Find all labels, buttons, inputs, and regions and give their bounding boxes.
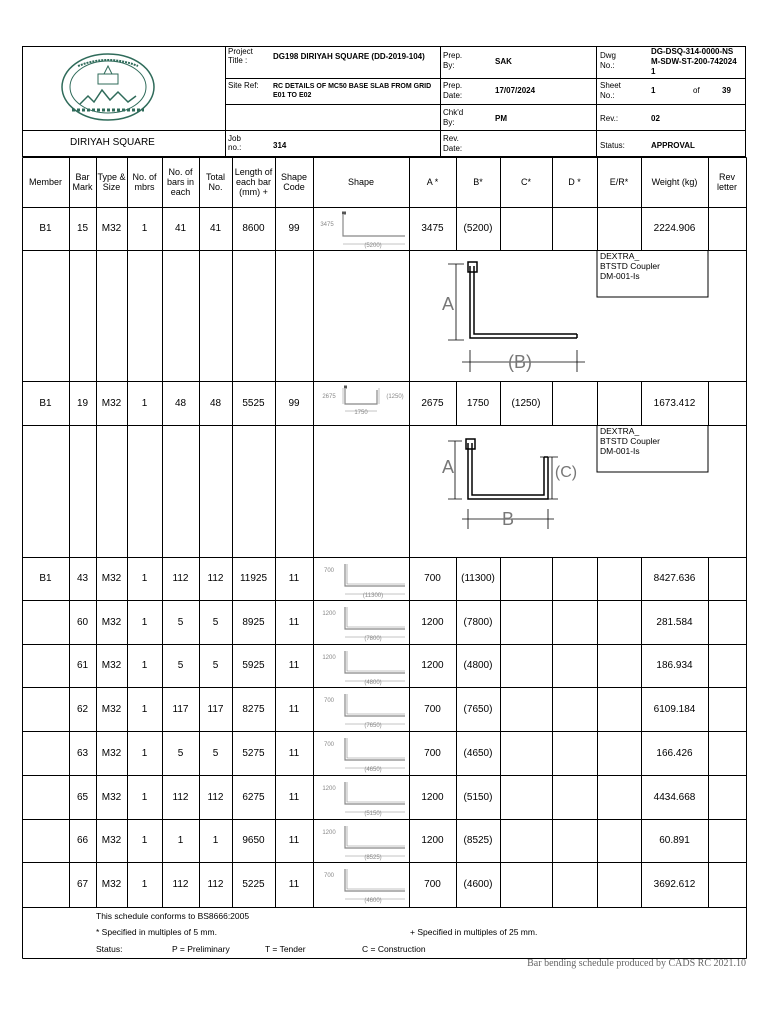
- cell-rev: [709, 862, 745, 907]
- shape-thumb-bar: [345, 738, 405, 760]
- chkd-by: PM: [495, 114, 507, 123]
- detail-bar-outer: [468, 443, 548, 499]
- shape-thumb-a: 3475: [320, 222, 334, 228]
- cell-c: [501, 819, 551, 862]
- col-header-er: E/R*: [609, 177, 629, 187]
- shape-thumb-bar-inner: [347, 869, 405, 889]
- cell-total-no: 48: [209, 397, 222, 409]
- cell-type-size: M32: [101, 397, 122, 409]
- shape-thumb-bar-inner: [347, 738, 405, 758]
- cell-rev: [709, 687, 745, 731]
- cell-a: 1200: [421, 791, 444, 803]
- cell-length: 5275: [242, 747, 265, 759]
- shape-thumb-bar-inner: [347, 826, 405, 846]
- cell-no-mbrs: 1: [141, 879, 148, 890]
- cell-bar-mark: 66: [76, 835, 89, 846]
- cell-member: [23, 775, 68, 819]
- cell-shape-code: 11: [288, 791, 300, 803]
- cell-d: [553, 644, 596, 687]
- cell-bars-each: 5: [177, 747, 184, 759]
- shape-thumb-bar-inner: [347, 782, 405, 802]
- coupler-note: DEXTRA_ BTSTD Coupler DM-001-Is: [600, 426, 660, 456]
- cell-er: [598, 557, 640, 600]
- detail-b-label: (B): [508, 352, 532, 372]
- detail-a-label: A: [441, 294, 455, 314]
- cell-bars-each: 112: [172, 573, 189, 584]
- cell-c: [501, 207, 551, 250]
- shape-thumb-c: (1250): [386, 394, 404, 400]
- cell-total-no: 112: [207, 879, 224, 890]
- cell-length: 5525: [242, 397, 265, 409]
- shape-thumb-bar-inner: [347, 694, 405, 714]
- cell-er: [598, 687, 640, 731]
- cell-b: (5150): [463, 791, 493, 803]
- cell-length: 11925: [239, 573, 268, 584]
- shape-thumb-b: (4650): [364, 767, 382, 773]
- cell-c: [501, 600, 551, 644]
- shape-thumb-b: 1750: [354, 410, 368, 416]
- shape-thumb-b: (11300): [362, 593, 384, 599]
- cell-no-mbrs: 1: [141, 703, 148, 715]
- cell-member: [23, 819, 68, 862]
- detail-bar-inner: [474, 266, 577, 334]
- cell-no-mbrs: 1: [141, 397, 148, 409]
- cell-weight: 8427.636: [653, 573, 696, 584]
- sheet-no-label: Sheet No.:: [600, 81, 621, 100]
- cell-b: (7800): [463, 616, 493, 628]
- shape-thumb-b: (7650): [364, 723, 382, 729]
- footer-credit: Bar bending schedule produced by CADS RC 2021.10: [527, 958, 746, 969]
- cell-member: [23, 644, 68, 687]
- cell-er: [598, 775, 640, 819]
- cell-rev: [709, 731, 745, 775]
- col-header-shape: Shape: [347, 177, 375, 187]
- cell-a: 1200: [421, 835, 444, 846]
- cell-c: (1250): [511, 397, 541, 409]
- col-header-length: Length of each bar (mm) +: [234, 167, 273, 197]
- cell-no-mbrs: 1: [141, 791, 148, 803]
- cell-a: 2675: [421, 397, 444, 409]
- shape-thumb-bar: [345, 869, 405, 891]
- shape-thumb-bar: [345, 782, 405, 804]
- cell-c: [501, 775, 551, 819]
- col-header-total-no: Total No.: [205, 172, 225, 192]
- status-value: APPROVAL: [651, 141, 695, 150]
- cell-rev: [709, 600, 745, 644]
- cell-bar-mark: 67: [76, 879, 89, 890]
- cell-length: 5925: [242, 660, 265, 671]
- detail-bar-inner: [472, 443, 544, 495]
- cell-rev: [709, 775, 745, 819]
- cell-length: 8925: [242, 616, 265, 628]
- cell-bar-mark: 62: [76, 703, 89, 715]
- cell-weight: 281.584: [656, 616, 693, 628]
- shape-thumb-bar: [345, 651, 405, 673]
- prep-by-label: Prep. By:: [443, 51, 463, 70]
- shape-thumb-bar: [345, 694, 405, 716]
- prep-date: 17/07/2024: [495, 86, 536, 95]
- cell-d: [553, 687, 596, 731]
- cell-d: [553, 557, 596, 600]
- cell-c: [501, 644, 551, 687]
- shape-thumb-b: (8525): [364, 855, 382, 861]
- cell-member: [23, 862, 68, 907]
- cell-no-mbrs: 1: [141, 835, 148, 846]
- cell-bar-mark: 15: [76, 223, 89, 234]
- prep-by: SAK: [495, 57, 512, 66]
- col-header-a: A *: [426, 177, 439, 187]
- shape-thumb-a: 1200: [322, 786, 336, 792]
- col-header-weight: Weight (kg): [651, 177, 698, 187]
- shape-thumb-a: 2675: [322, 394, 336, 400]
- cell-bar-mark: 43: [76, 573, 89, 584]
- cell-member: [23, 731, 68, 775]
- cell-bars-each: 5: [177, 660, 184, 671]
- cell-weight: 2224.906: [653, 223, 696, 234]
- project-title-label: Project Title :: [228, 47, 253, 65]
- cell-bars-each: 1: [177, 835, 184, 846]
- shape-thumb-b: (5200): [364, 243, 382, 249]
- cell-b: (11300): [461, 573, 495, 584]
- cell-member: B1: [39, 223, 52, 234]
- shape-thumb-bar: [345, 607, 405, 629]
- note-multiples-5: * Specified in multiples of 5 mm.: [96, 927, 217, 937]
- shape-thumb-bar-inner: [347, 651, 405, 671]
- col-header-rev-letter: Rev letter: [716, 172, 737, 192]
- cell-er: [598, 381, 640, 425]
- cell-member: B1: [39, 397, 52, 409]
- detail-bar-outer: [470, 266, 577, 338]
- cell-bar-mark: 65: [76, 791, 89, 803]
- cell-d: [553, 207, 596, 250]
- cell-length: 6275: [242, 791, 265, 803]
- cell-shape-code: 11: [288, 573, 300, 584]
- chkd-by-label: Chk'd By:: [443, 108, 464, 127]
- cell-c: [501, 687, 551, 731]
- cell-shape-code: 99: [288, 397, 300, 409]
- cell-type-size: M32: [101, 616, 122, 628]
- prep-date-label: Prep. Date:: [443, 81, 463, 100]
- rev-label: Rev.:: [600, 114, 619, 123]
- cell-bars-each: 112: [172, 791, 189, 803]
- col-header-member: Member: [28, 177, 62, 187]
- coupler-note: DEXTRA_ BTSTD Coupler DM-001-Is: [600, 251, 660, 281]
- cell-shape-code: 11: [288, 703, 300, 715]
- cell-d: [553, 775, 596, 819]
- cell-no-mbrs: 1: [141, 616, 148, 628]
- col-header-b: B*: [473, 177, 483, 187]
- status-legend-c: C = Construction: [362, 944, 426, 954]
- cell-bar-mark: 63: [76, 747, 89, 759]
- shape-thumb-b: (7800): [364, 636, 382, 642]
- dwg-no: DG-DSQ-314-0000-NSM-SDW-ST-200-7420241: [651, 47, 737, 76]
- cell-member: B1: [39, 573, 52, 584]
- cell-type-size: M32: [101, 660, 122, 671]
- project-title: DG198 DIRIYAH SQUARE (DD-2019-104): [273, 52, 425, 61]
- note-multiples-25: + Specified in multiples of 25 mm.: [410, 927, 538, 937]
- shape-thumb-a: 1200: [322, 611, 336, 617]
- shape-thumb-a: 1200: [322, 830, 336, 836]
- status-legend-label: Status:: [96, 944, 123, 954]
- cell-d: [553, 600, 596, 644]
- cell-c: [501, 862, 551, 907]
- cell-length: 9650: [242, 835, 265, 846]
- rev-date-label: Rev. Date:: [443, 134, 463, 153]
- cell-d: [553, 819, 596, 862]
- cell-weight: 60.891: [659, 835, 690, 846]
- detail-c-label: (C): [554, 464, 578, 481]
- sheet-total: 39: [722, 86, 731, 95]
- shape-thumb-bar: [345, 564, 405, 586]
- cell-er: [598, 600, 640, 644]
- cell-shape-code: 11: [288, 616, 300, 628]
- cell-bars-each: 5: [177, 616, 184, 628]
- cell-b: (4600): [463, 879, 493, 890]
- cell-length: 5225: [242, 879, 265, 890]
- cell-rev: [709, 557, 745, 600]
- cell-weight: 186.934: [656, 660, 693, 671]
- cell-shape-code: 99: [288, 223, 300, 234]
- shape-thumb-dim-lines: [343, 388, 379, 404]
- cell-total-no: 117: [207, 703, 224, 715]
- dwg-no-label: Dwg No.:: [600, 51, 617, 70]
- cell-length: 8600: [242, 223, 265, 234]
- rev-value: 02: [651, 114, 660, 123]
- col-header-type-size: Type & Size: [97, 172, 126, 192]
- shape-thumb-b: (5150): [364, 811, 382, 817]
- job-no-label: Job no.:: [228, 134, 242, 152]
- col-header-bar-mark: Bar Mark: [72, 172, 93, 192]
- cell-er: [598, 207, 640, 250]
- col-header-d: D *: [568, 177, 581, 187]
- shape-thumb-a: 700: [323, 568, 335, 574]
- cell-type-size: M32: [101, 835, 122, 846]
- sheet-of: of: [693, 86, 700, 95]
- cell-b: (7650): [463, 703, 493, 715]
- cell-type-size: M32: [101, 223, 122, 234]
- cell-a: 700: [424, 879, 441, 890]
- shape-thumb-bar: [345, 389, 377, 404]
- cell-a: 1200: [421, 660, 444, 671]
- cell-bars-each: 41: [174, 223, 187, 234]
- cell-rev: [709, 644, 745, 687]
- cell-d: [553, 862, 596, 907]
- cell-er: [598, 862, 640, 907]
- cell-shape-code: 11: [288, 660, 300, 671]
- cell-bar-mark: 61: [76, 660, 89, 671]
- cell-c: [501, 731, 551, 775]
- col-header-c: C*: [520, 177, 531, 187]
- cell-type-size: M32: [101, 573, 122, 584]
- cell-type-size: M32: [101, 879, 122, 890]
- cell-total-no: 112: [207, 791, 224, 803]
- cell-no-mbrs: 1: [141, 573, 148, 584]
- cell-a: 700: [424, 573, 441, 584]
- cell-bars-each: 117: [172, 703, 189, 715]
- cell-total-no: 112: [207, 573, 224, 584]
- cell-c: [501, 557, 551, 600]
- cell-type-size: M32: [101, 703, 122, 715]
- cell-a: 700: [424, 747, 441, 759]
- cell-shape-code: 11: [288, 747, 300, 759]
- note-standard: This schedule conforms to BS8666:2005: [96, 911, 250, 921]
- cell-weight: 6109.184: [653, 703, 696, 715]
- cell-bars-each: 112: [172, 879, 189, 890]
- site-ref: RC DETAILS OF MC50 BASE SLAB FROM GRID E01 TO E02: [273, 83, 432, 99]
- cell-er: [598, 819, 640, 862]
- cell-length: 8275: [242, 703, 265, 715]
- col-header-shape-code: Shape Code: [280, 172, 308, 192]
- sheet-no: 1: [651, 86, 656, 95]
- cell-shape-code: 11: [288, 879, 300, 890]
- cell-d: [553, 381, 596, 425]
- detail-b-label: B: [501, 509, 515, 529]
- cell-b: (4800): [463, 660, 493, 671]
- cell-total-no: 5: [212, 616, 219, 628]
- col-header-no-mbrs: No. of mbrs: [132, 172, 157, 192]
- cell-a: 3475: [421, 223, 444, 234]
- detail-a-label: A: [441, 457, 455, 477]
- cell-er: [598, 644, 640, 687]
- shape-thumb-a: 700: [323, 742, 335, 748]
- cell-type-size: M32: [101, 791, 122, 803]
- cell-bars-each: 48: [174, 397, 187, 409]
- cell-rev: [709, 381, 745, 425]
- cell-no-mbrs: 1: [141, 747, 148, 759]
- shape-thumb-a: 700: [323, 873, 335, 879]
- cell-b: (5200): [463, 223, 493, 234]
- job-no: 314: [273, 141, 287, 150]
- cell-a: 1200: [421, 616, 444, 628]
- cell-er: [598, 731, 640, 775]
- cell-total-no: 5: [212, 747, 219, 759]
- shape-thumb-b: (4600): [364, 898, 382, 904]
- cell-total-no: 41: [209, 223, 222, 234]
- status-label: Status:: [600, 141, 625, 150]
- cell-b: (4650): [463, 747, 493, 759]
- cell-no-mbrs: 1: [141, 223, 148, 234]
- cell-total-no: 1: [212, 835, 219, 846]
- cell-d: [553, 731, 596, 775]
- cell-weight: 1673.412: [653, 397, 696, 409]
- cell-member: [23, 600, 68, 644]
- cell-b: (8525): [463, 835, 493, 846]
- client-name: DIRIYAH SQUARE: [70, 137, 155, 148]
- cell-bar-mark: 19: [76, 397, 89, 409]
- cell-b: 1750: [466, 397, 490, 409]
- shape-thumb-bar: [345, 826, 405, 848]
- shape-thumb-bar-inner: [347, 564, 405, 584]
- cell-member: [23, 687, 68, 731]
- cell-no-mbrs: 1: [141, 660, 148, 671]
- col-header-bars-each: No. of bars in each: [166, 167, 194, 197]
- shape-thumb-b: (4800): [364, 680, 382, 686]
- cell-weight: 166.426: [656, 747, 693, 759]
- shape-thumb-bar-inner: [347, 607, 405, 627]
- cell-total-no: 5: [212, 660, 219, 671]
- cell-bar-mark: 60: [76, 616, 89, 628]
- shape-thumb-a: 1200: [322, 655, 336, 661]
- status-legend-p: P = Preliminary: [172, 944, 230, 954]
- cell-rev: [709, 207, 745, 250]
- cell-weight: 3692.612: [653, 879, 696, 890]
- shape-thumb-bar: [343, 215, 405, 236]
- cell-type-size: M32: [101, 747, 122, 759]
- cell-a: 700: [424, 703, 441, 715]
- cell-rev: [709, 819, 745, 862]
- cell-shape-code: 11: [288, 835, 300, 846]
- cell-weight: 4434.668: [653, 791, 696, 803]
- site-ref-label: Site Ref:: [228, 81, 259, 90]
- shape-thumb-a: 700: [323, 698, 335, 704]
- status-legend-t: T = Tender: [265, 944, 306, 954]
